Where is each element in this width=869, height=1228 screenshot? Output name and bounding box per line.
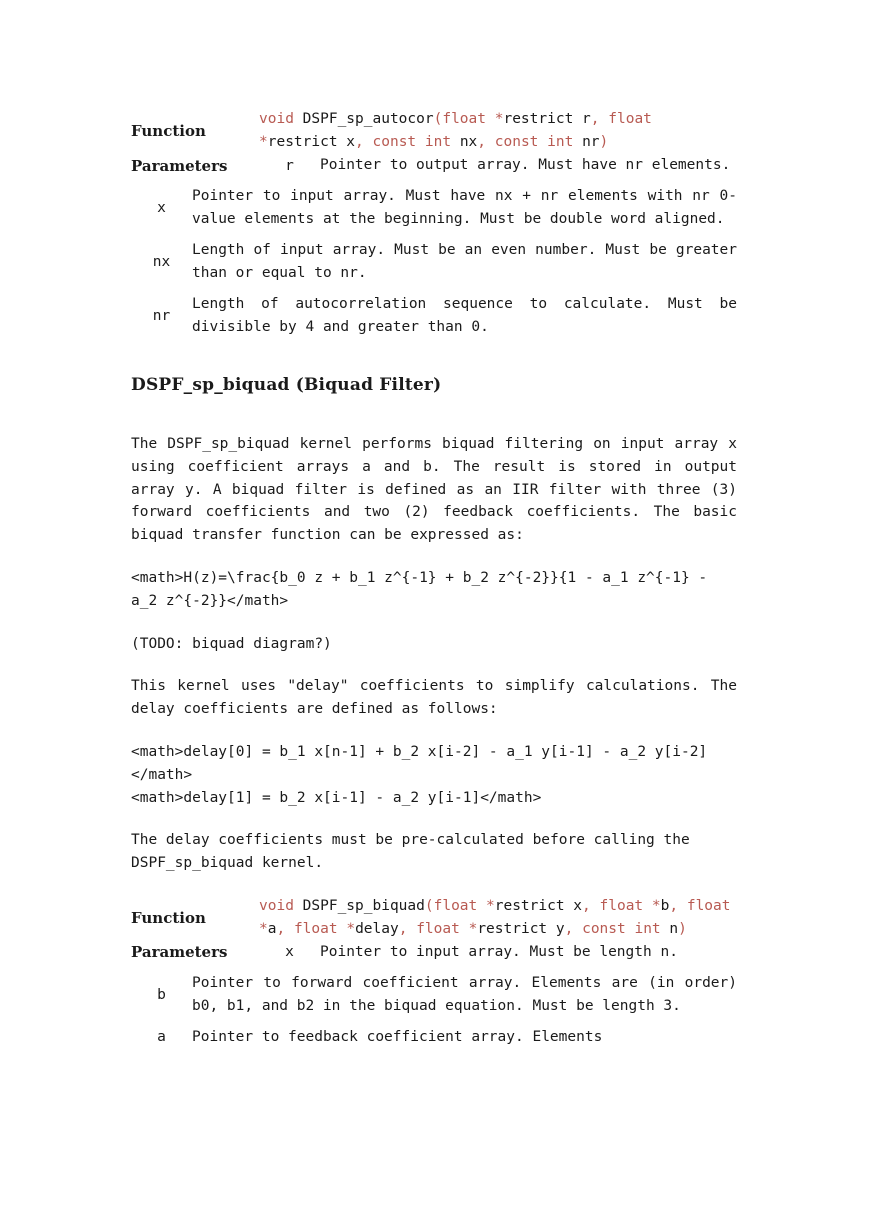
parameter-row <box>131 239 737 285</box>
signature-keyword: , <box>669 897 687 914</box>
signature-keyword: ( <box>424 897 434 914</box>
signature-token: DSPF_sp_biquad <box>293 897 425 914</box>
signature-keyword: void <box>259 111 294 127</box>
signature-keyword: * <box>494 111 504 127</box>
signature-keyword: , <box>590 111 609 127</box>
parameter-description: Pointer to output array. Must have nr elements. <box>320 157 731 173</box>
function-label: Function <box>131 122 206 140</box>
parameters-label: Parameters <box>131 943 228 962</box>
signature-keyword: * <box>651 897 661 914</box>
signature-keyword: const int <box>494 134 574 150</box>
signature-keyword: * <box>468 920 478 937</box>
signature-keyword: float <box>608 111 652 127</box>
signature-token: restrict x <box>267 134 356 150</box>
signature-keyword: float <box>599 897 644 914</box>
parameter-description: Pointer to input array. Must have nx + nr elements with nr 0-value elements at the beginning. Must be double word aligned. <box>192 188 737 227</box>
signature-token <box>486 111 495 127</box>
parameter-description: Length of input array. Must be an even number. Must be greater than or equal to nr. <box>192 242 737 281</box>
signature-keyword: * <box>486 897 495 914</box>
document-page <box>131 108 737 1057</box>
signature-keyword: , <box>355 134 373 150</box>
parameter-row <box>131 293 737 339</box>
signature-token: nx <box>451 134 478 150</box>
signature-token: restrict r <box>503 111 591 127</box>
parameter-row <box>131 972 737 1018</box>
transfer-function-math: <math>H(z)=\frac{b_0 z + b_1 z^{-1} + b_2 z^{-2}}{1 - a_1 z^{-1} - a_2 z^{-2}}</math> <box>131 569 708 609</box>
biquad-parameters <box>131 941 737 1049</box>
signature-token: a <box>267 920 277 937</box>
signature-token <box>643 898 652 914</box>
signature-keyword: float <box>686 897 731 914</box>
biquad-heading: DSPF_sp_biquad (Biquad Filter) <box>131 375 442 395</box>
delay-math-line-1: <math>delay[0] = b_1 x[n-1] + b_2 x[i-2] - a_1 y[i-1] - a_2 y[i-2]</math> <box>131 743 708 783</box>
parameter-name: x <box>157 200 166 216</box>
parameter-row <box>131 941 737 964</box>
signature-token: b <box>660 897 670 914</box>
parameter-name: nr <box>152 308 171 324</box>
parameter-row <box>131 1026 737 1049</box>
signature-token: restrict x <box>494 897 583 914</box>
signature-token: restrict y <box>477 920 565 937</box>
signature-token: delay <box>355 920 399 937</box>
signature-keyword: const int <box>582 920 661 937</box>
parameter-name: b <box>157 986 166 1003</box>
parameter-description: Pointer to forward coefficient array. Elements are (in order) b0, b1, and b2 in the biquad equation. Must be length 3. <box>192 974 737 1014</box>
function-label: Function <box>131 908 206 927</box>
signature-keyword: , <box>564 920 583 937</box>
parameters-label: Parameters <box>131 156 228 175</box>
signature-keyword: const int <box>372 134 452 150</box>
signature-keyword: * <box>346 920 356 937</box>
delay-paragraph: This kernel uses "delay" coefficients to simplify calculations. The delay coefficients are defined as follows: <box>131 678 737 718</box>
autocor-parameters <box>131 154 737 339</box>
biquad-intro-paragraph: The DSPF_sp_biquad kernel performs biquad filtering on input array x using coefficient arrays a and b. The result is stored in output array y. A biquad filter is defined as an IIR filter with three (3) forward coefficients and two (2) feedback coefficients. The basic biquad transfer function can be expressed as: <box>131 436 737 544</box>
parameter-description: Length of autocorrelation sequence to calculate. Must be divisible by 4 and greater than 0. <box>192 296 737 335</box>
parameter-name: r <box>285 157 294 174</box>
signature-keyword: float <box>442 111 486 127</box>
parameter-name: a <box>157 1029 166 1046</box>
signature-token: nr <box>573 134 600 150</box>
signature-token: n <box>660 920 679 937</box>
signature-keyword: ( <box>433 111 443 127</box>
biquad-signature <box>259 895 737 941</box>
signature-keyword: float <box>433 897 478 914</box>
todo-note: (TODO: biquad diagram?) <box>131 635 332 652</box>
parameter-row <box>131 154 737 177</box>
parameter-name: x <box>285 944 294 961</box>
precalc-paragraph: The delay coefficients must be pre-calculated before calling the DSPF_sp_biquad kernel. <box>131 832 690 872</box>
autocor-signature <box>259 108 737 154</box>
signature-keyword: void <box>259 897 294 914</box>
delay-math <box>131 741 737 809</box>
signature-keyword: float <box>416 920 460 937</box>
signature-token <box>460 921 469 937</box>
autocor-function-table <box>131 108 737 154</box>
signature-keyword: float <box>293 920 338 937</box>
biquad-function-table <box>131 895 737 941</box>
signature-token: DSPF_sp_autocor <box>293 111 434 127</box>
parameter-name: nx <box>152 254 171 270</box>
parameter-row <box>131 185 737 231</box>
delay-math-line-2: <math>delay[1] = b_2 x[i-1] - a_2 y[i-1]</math> <box>131 789 542 806</box>
signature-keyword: * <box>259 920 268 937</box>
parameter-description: Pointer to input array. Must be length n. <box>320 943 678 960</box>
signature-token <box>477 898 486 914</box>
signature-keyword: ) <box>599 134 609 150</box>
signature-keyword: , <box>276 920 294 937</box>
signature-keyword: , <box>477 134 495 150</box>
signature-keyword: , <box>398 920 417 937</box>
signature-keyword: * <box>259 134 268 150</box>
signature-keyword: ) <box>678 920 687 937</box>
parameter-description: Pointer to feedback coefficient array. Elements <box>192 1028 603 1045</box>
signature-keyword: , <box>582 897 600 914</box>
